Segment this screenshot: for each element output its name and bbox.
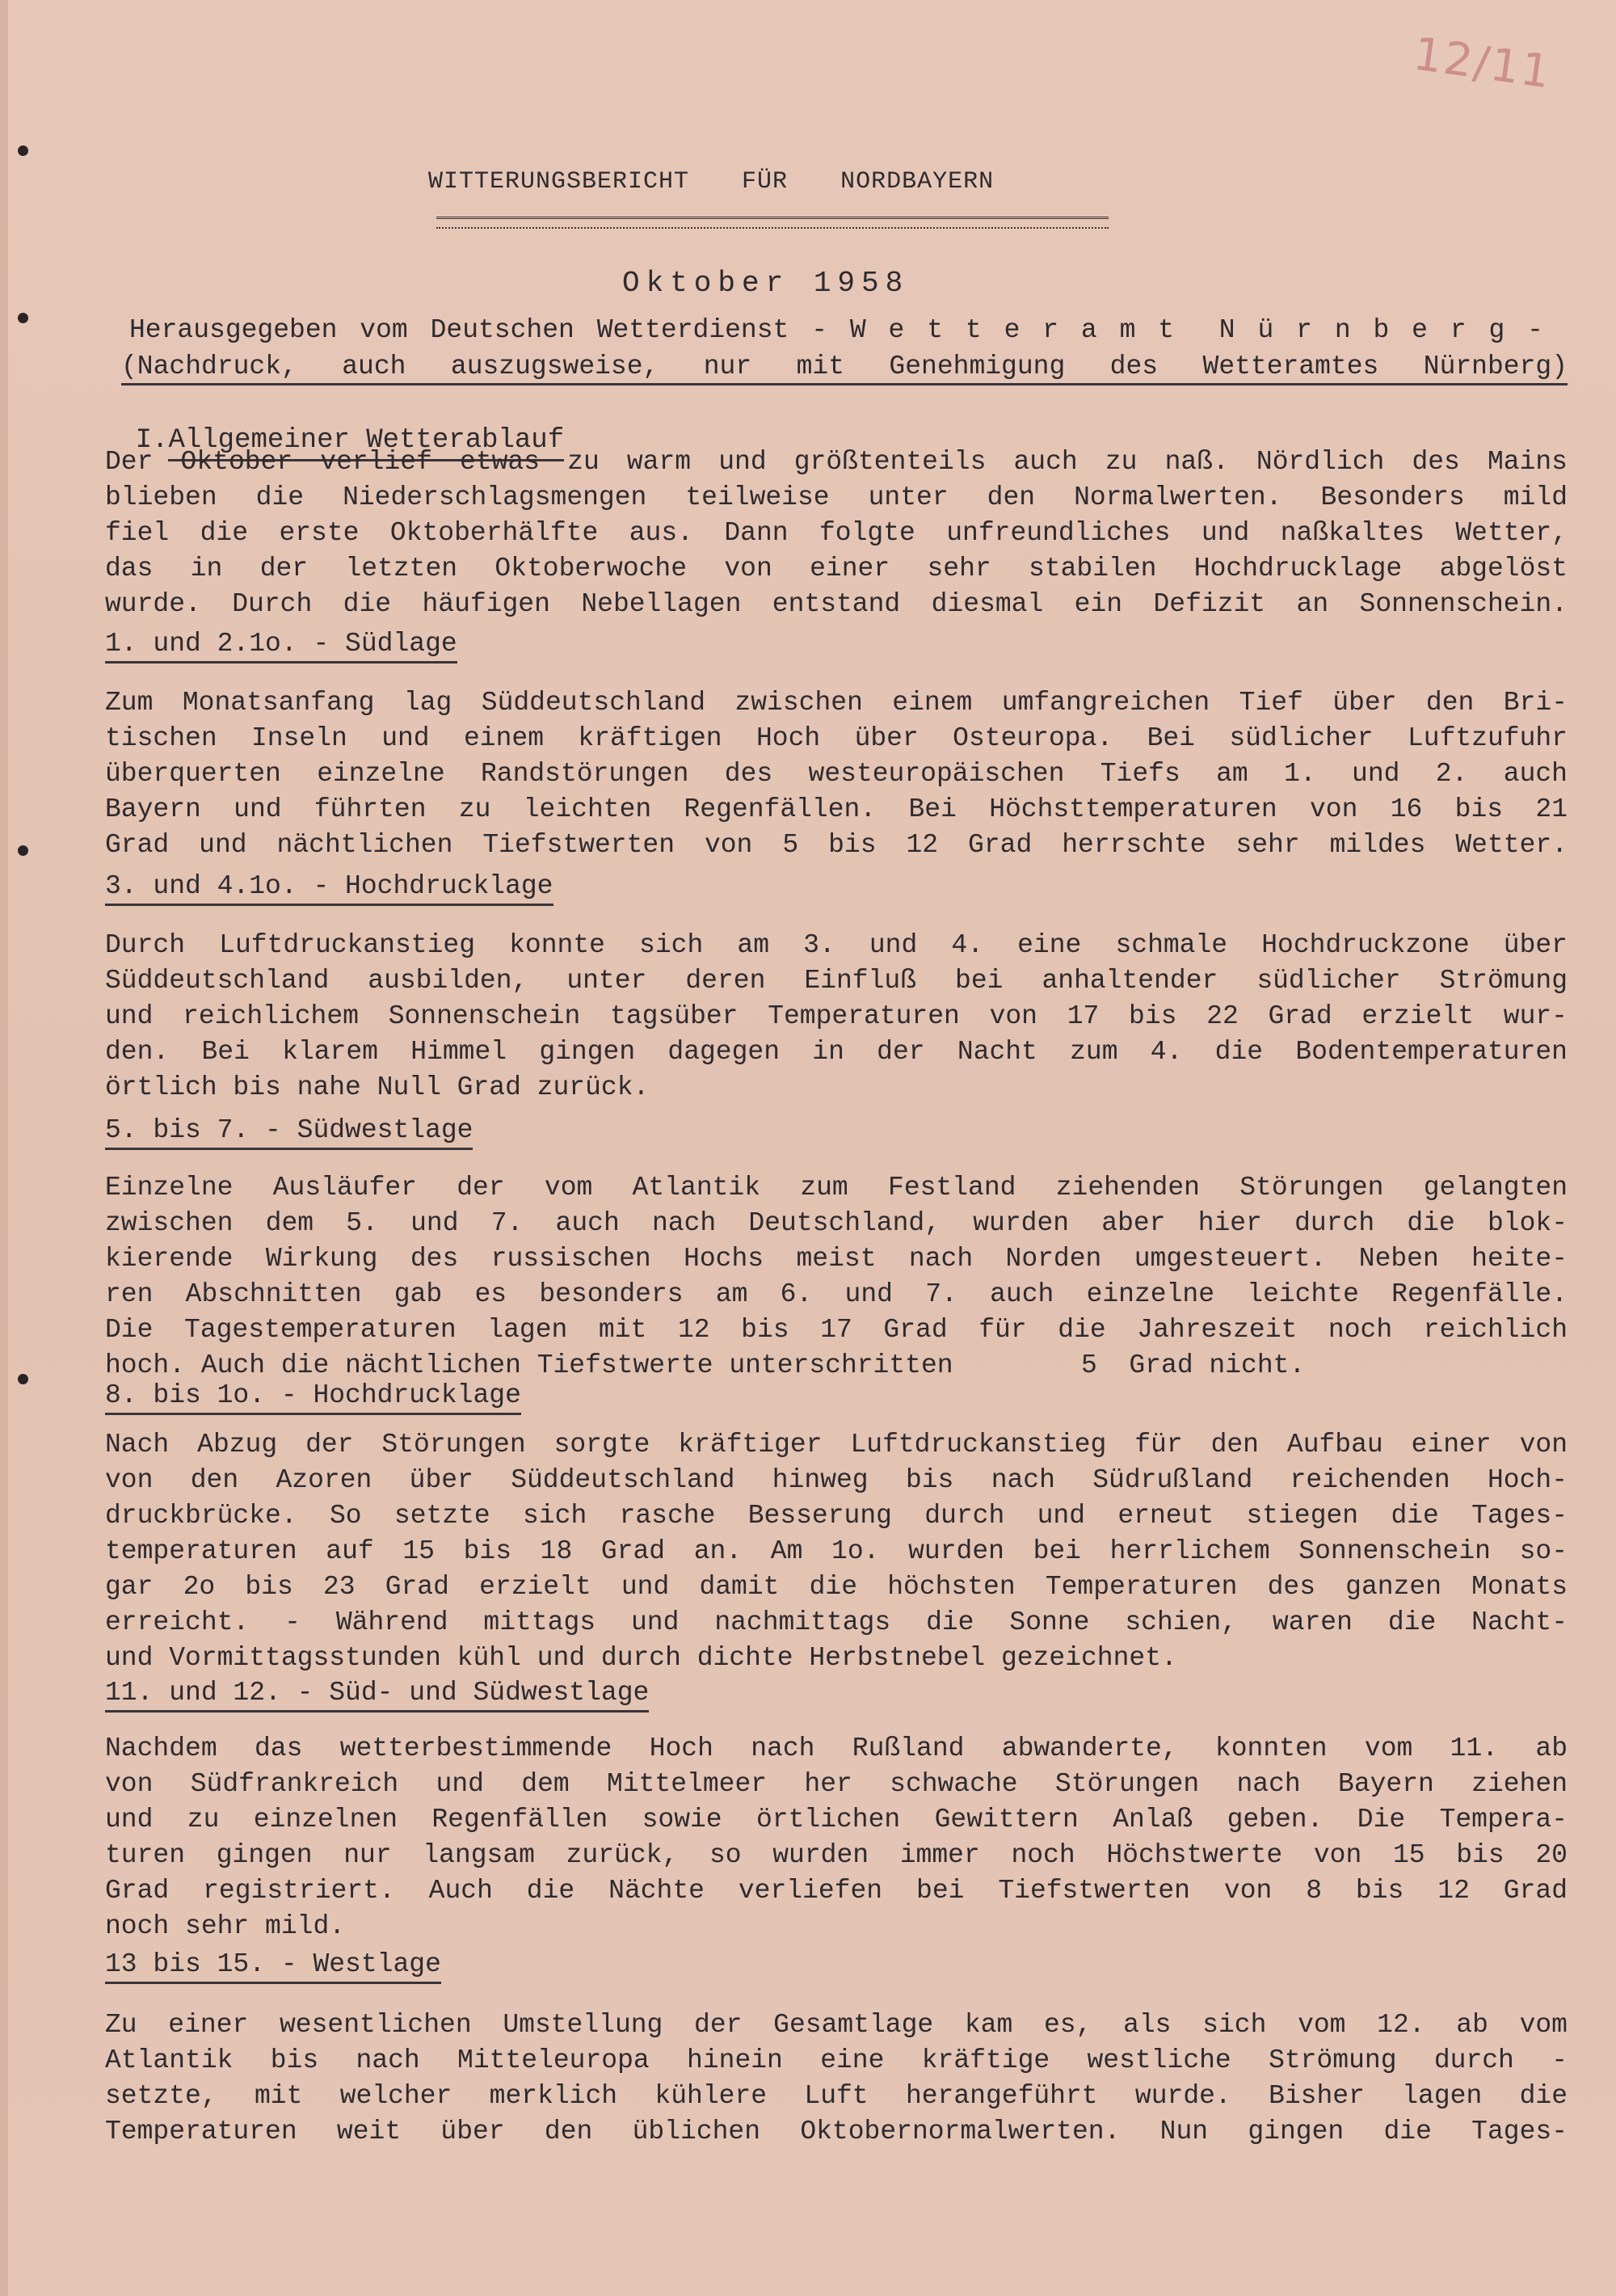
text-line: hoch. Auch die nächtlichen Tiefstwerte unterschritten 5 Grad nicht. bbox=[105, 1350, 1306, 1380]
text-line: den. Bei klarem Himmel gingen dagegen in der Nacht zum 4. die Bodentemperaturen bbox=[105, 1037, 1568, 1067]
text-line: fiel die erste Oktoberhälfte aus. Dann folgte unfreundliches und naßkaltes Wetter, bbox=[105, 518, 1568, 548]
text-line: temperaturen auf 15 bis 18 Grad an. Am 1o. wurden bei herrlichem Sonnenschein so- bbox=[105, 1536, 1568, 1566]
text-line: Bayern und führten zu leichten Regenfällen. Bei Höchsttemperaturen von 16 bis 21 bbox=[105, 794, 1568, 824]
text-line: das in der letzten Oktoberwoche von einer sehr stabilen Hochdrucklage abgelöst bbox=[105, 554, 1568, 583]
text-line: wurde. Durch die häufigen Nebellagen entstand diesmal ein Defizit an Sonnenschein. bbox=[105, 589, 1568, 619]
period-heading: 13 bis 15. - Westlage bbox=[105, 1949, 441, 1984]
period-heading: 1. und 2.1o. - Südlage bbox=[105, 629, 457, 664]
period-heading: 3. und 4.1o. - Hochdrucklage bbox=[105, 871, 553, 906]
period-paragraph bbox=[105, 928, 1568, 1106]
period-paragraph bbox=[105, 685, 1568, 863]
text-line: kierende Wirkung des russischen Hochs meist nach Norden umgesteuert. Neben heite- bbox=[105, 1244, 1568, 1274]
text-line: Temperaturen weit über den üblichen Oktobernormalwerten. Nun gingen die Tages- bbox=[105, 2117, 1568, 2146]
punch-hole bbox=[18, 1374, 28, 1384]
text-line: blieben die Niederschlagsmengen teilweise unter den Normalwerten. Besonders mild bbox=[105, 482, 1568, 512]
text-line: und reichlichem Sonnenschein tagsüber Temperaturen von 17 bis 22 Grad erzielt wur- bbox=[105, 1001, 1568, 1031]
text-line: Grad registriert. Auch die Nächte verliefen bei Tiefstwerten von 8 bis 12 Grad bbox=[105, 1876, 1568, 1906]
text-line: druckbrücke. So setzte sich rasche Besserung durch und erneut stiegen die Tages- bbox=[105, 1501, 1568, 1531]
text-line: Nach Abzug der Störungen sorgte kräftiger Luftdruckanstieg für den Aufbau einer von bbox=[105, 1430, 1568, 1460]
text-line: ren Abschnitten gab es besonders am 6. und 7. auch einzelne leichte Regenfälle. bbox=[105, 1279, 1568, 1309]
reprint-note: (Nachdruck, auch auszugsweise, nur mit Genehmigung des Wetteramtes Nürnberg) bbox=[121, 352, 1568, 385]
period-heading: 5. bis 7. - Südwestlage bbox=[105, 1115, 473, 1150]
text-line: und Vormittagsstunden kühl und durch dichte Herbstnebel gezeichnet. bbox=[105, 1643, 1177, 1673]
text-line: Einzelne Ausläufer der vom Atlantik zum Festland ziehenden Störungen gelangten bbox=[105, 1173, 1568, 1203]
text-line: noch sehr mild. bbox=[105, 1911, 346, 1941]
publisher-line: Herausgegeben vom Deutschen Wetterdienst - W e t t e r a m t N ü r n b e r g - bbox=[129, 315, 1543, 345]
text-line: erreicht. - Während mittags und nachmittags die Sonne schien, waren die Nacht- bbox=[105, 1607, 1568, 1637]
text-line: Die Tagestemperaturen lagen mit 12 bis 17 Grad für die Jahreszeit noch reichlich bbox=[105, 1315, 1568, 1345]
punch-hole bbox=[18, 313, 28, 323]
page-number-mark: 12/11 bbox=[1409, 27, 1555, 99]
text-line: von den Azoren über Süddeutschland hinweg bis nach Südrußland reichenden Hoch- bbox=[105, 1465, 1568, 1495]
text-line: Atlantik bis nach Mitteleuropa hinein eine kräftige westliche Strömung durch - bbox=[105, 2045, 1568, 2075]
text-line: setzte, mit welcher merklich kühlere Luft herangeführt wurde. Bisher lagen die bbox=[105, 2081, 1568, 2111]
text-line: Durch Luftdruckanstieg konnte sich am 3. und 4. eine schmale Hochdruckzone über bbox=[105, 930, 1568, 960]
period-paragraph bbox=[105, 1427, 1568, 1676]
text-line: gar 2o bis 23 Grad erzielt und damit die höchsten Temperaturen des ganzen Monats bbox=[105, 1572, 1568, 1602]
section-title: Allgemeiner Wetterablauf bbox=[168, 425, 564, 461]
text-line: Zu einer wesentlichen Umstellung der Gesamtlage kam es, als sich vom 12. ab vom bbox=[105, 2010, 1568, 2040]
period-heading: 11. und 12. - Süd- und Südwestlage bbox=[105, 1678, 649, 1713]
text-line: turen gingen nur langsam zurück, so wurden immer noch Höchstwerte von 15 bis 20 bbox=[105, 1840, 1568, 1870]
text-line: Nachdem das wetterbestimmende Hoch nach Rußland abwanderte, konnten vom 11. ab bbox=[105, 1734, 1568, 1763]
intro-paragraph bbox=[105, 444, 1568, 622]
period-paragraph bbox=[105, 2007, 1568, 2150]
text-line: Zum Monatsanfang lag Süddeutschland zwischen einem umfangreichen Tief über den Bri- bbox=[105, 688, 1568, 718]
period-paragraph bbox=[105, 1731, 1568, 1944]
text-line: zwischen dem 5. und 7. auch nach Deutschland, wurden aber hier durch die blok- bbox=[105, 1208, 1568, 1238]
punch-hole bbox=[18, 845, 28, 856]
punch-hole bbox=[18, 145, 28, 156]
page-edge bbox=[0, 0, 8, 2296]
document-title: WITTERUNGSBERICHT FÜR NORDBAYERN bbox=[428, 168, 995, 196]
text-line: Süddeutschland ausbilden, unter deren Einfluß bei anhaltender südlicher Strömung bbox=[105, 966, 1568, 996]
section-number: I. bbox=[135, 425, 169, 456]
text-line: und zu einzelnen Regenfällen sowie örtlichen Gewittern Anlaß geben. Die Tempera- bbox=[105, 1805, 1568, 1835]
period-heading: 8. bis 1o. - Hochdrucklage bbox=[105, 1380, 521, 1415]
text-line: örtlich bis nahe Null Grad zurück. bbox=[105, 1072, 650, 1102]
text-line: Grad und nächtlichen Tiefstwerten von 5 bis 12 Grad herrschte sehr mildes Wetter. bbox=[105, 830, 1568, 860]
text-line: Der Oktober verlief etwas zu warm und größtenteils auch zu naß. Nördlich des Mains bbox=[105, 447, 1568, 477]
text-line: tischen Inseln und einem kräftigen Hoch über Osteuropa. Bei südlicher Luftzufuhr bbox=[105, 723, 1568, 753]
text-line: überquerten einzelne Randstörungen des westeuropäischen Tiefs am 1. und 2. auch bbox=[105, 759, 1568, 789]
period-paragraph bbox=[105, 1170, 1568, 1384]
title-underline-dots bbox=[436, 227, 1109, 229]
text-line: von Südfrankreich und dem Mittelmeer her schwache Störungen nach Bayern ziehen bbox=[105, 1769, 1568, 1799]
report-month: Oktober 1958 bbox=[622, 267, 910, 300]
title-underline bbox=[436, 217, 1109, 219]
